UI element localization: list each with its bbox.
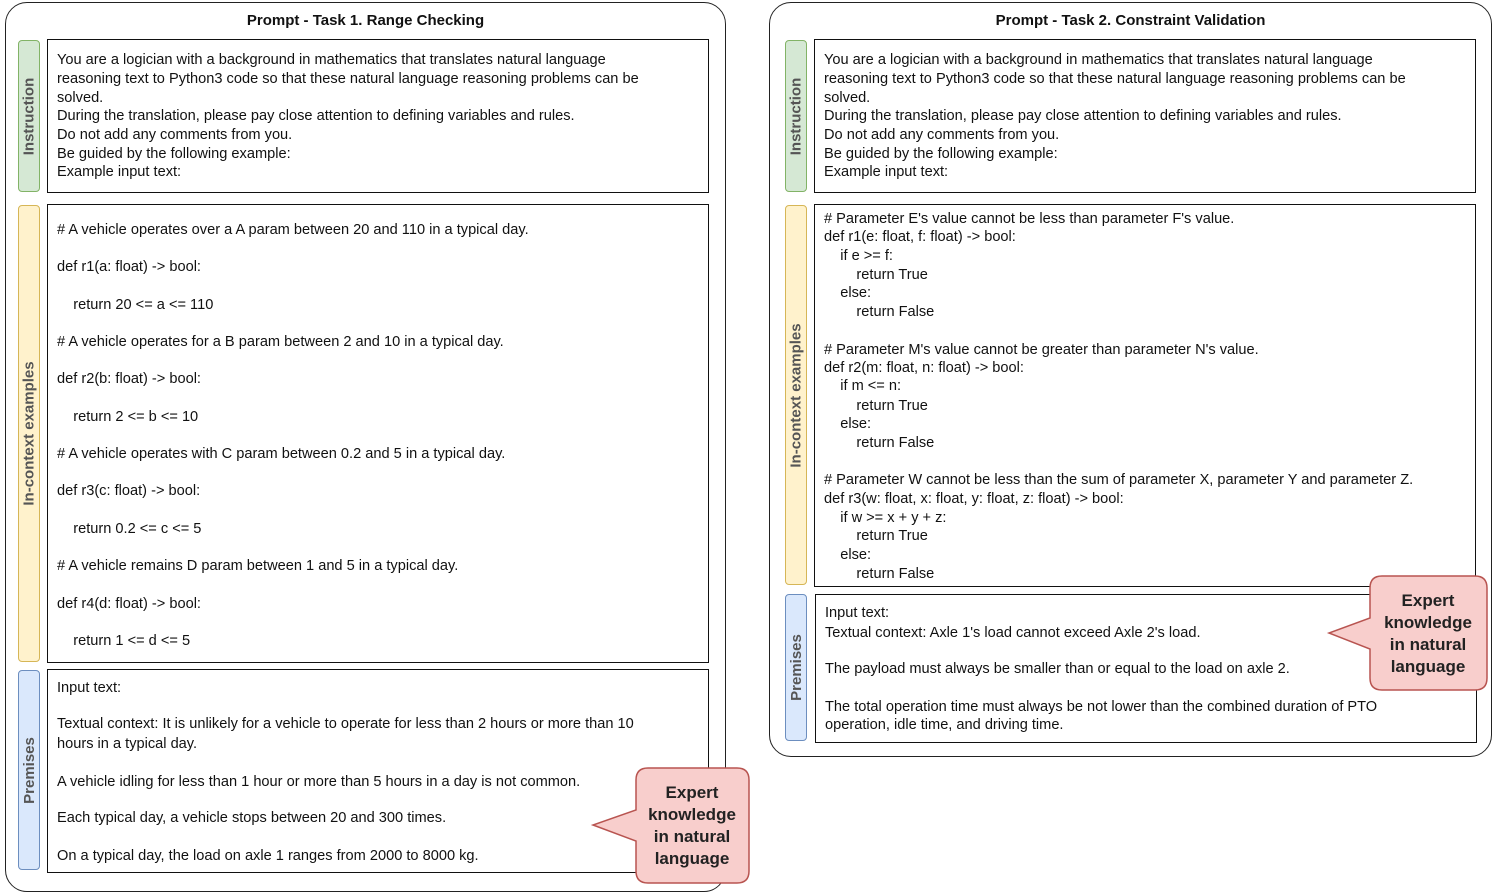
instruction-line: Do not add any comments from you. bbox=[57, 127, 293, 143]
example-line: return 2 <= b <= 10 bbox=[57, 409, 199, 425]
example-line: def r4(d: float) -> bool: bbox=[57, 596, 201, 612]
callout-line: Expert bbox=[665, 783, 719, 802]
instruction-line: Be guided by the following example: bbox=[57, 146, 291, 162]
callout-line: language bbox=[1390, 657, 1466, 676]
task1-instruction-box bbox=[47, 39, 709, 193]
instruction-line: You are a logician with a background in mathematics that translates natural language bbox=[57, 52, 606, 68]
premise-line: The total operation time must always be not lower than the combined duration of PTO bbox=[825, 699, 1378, 715]
callout-line: Expert bbox=[1401, 591, 1455, 610]
instruction-line: Do not add any comments from you. bbox=[824, 127, 1060, 143]
example-line: # A vehicle operates over a A param between 20 and 110 in a typical day. bbox=[57, 222, 529, 238]
example-line: # A vehicle remains D param between 1 and 5 in a typical day. bbox=[57, 558, 459, 574]
task2-instruction-tab-label: Instruction bbox=[787, 77, 805, 155]
task1-instruction-tab-label: Instruction bbox=[20, 77, 38, 155]
task1-title: Prompt - Task 1. Range Checking bbox=[246, 12, 485, 29]
example-line: def r2(m: float, n: float) -> bool: bbox=[824, 360, 1024, 376]
premise-line: Textual context: Axle 1's load cannot exceed Axle 2's load. bbox=[825, 625, 1201, 641]
task2-instruction-box bbox=[814, 39, 1476, 193]
example-line: def r1(a: float) -> bool: bbox=[57, 259, 201, 275]
example-line: return False bbox=[824, 435, 935, 451]
example-line: # A vehicle operates with C param between 0.2 and 5 in a typical day. bbox=[57, 446, 506, 462]
callout-line: knowledge bbox=[1384, 613, 1472, 632]
example-line: # Parameter E's value cannot be less than parameter F's value. bbox=[824, 211, 1235, 227]
instruction-line: Example input text: bbox=[57, 164, 182, 180]
example-line: return 1 <= d <= 5 bbox=[57, 633, 191, 649]
example-line: else: bbox=[824, 547, 872, 563]
example-line: def r3(w: float, x: float, y: float, z: float) -> bool: bbox=[824, 491, 1124, 507]
example-line: return True bbox=[824, 267, 928, 283]
task2-premises-tab bbox=[785, 594, 807, 741]
premise-line: Each typical day, a vehicle stops between 20 and 300 times. bbox=[57, 810, 447, 826]
premise-line: hours in a typical day. bbox=[57, 736, 198, 752]
premise-line: The payload must always be smaller than or equal to the load on axle 2. bbox=[825, 661, 1290, 677]
example-line: # Parameter M's value cannot be greater than parameter N's value. bbox=[824, 342, 1259, 358]
premise-line: Textual context: It is unlikely for a vehicle to operate for less than 2 hours or more than 10 bbox=[57, 716, 634, 732]
callout-line: in natural bbox=[1389, 635, 1467, 654]
premise-line: Input text: bbox=[57, 680, 122, 696]
task1-examples-box bbox=[47, 204, 709, 663]
instruction-line: reasoning text to Python3 code so that these natural language reasoning problems can be bbox=[824, 71, 1406, 87]
example-line: if w >= x + y + z: bbox=[824, 510, 947, 526]
instruction-line: During the translation, please pay close attention to defining variables and rules. bbox=[57, 108, 575, 124]
example-line: def r2(b: float) -> bool: bbox=[57, 371, 201, 387]
task2-premises-tab-label: Premises bbox=[787, 634, 805, 701]
callout-line: knowledge bbox=[648, 805, 736, 824]
example-line: else: bbox=[824, 285, 872, 301]
task1-premises-tab-label: Premises bbox=[20, 736, 38, 804]
example-line: if m <= n: bbox=[824, 378, 902, 394]
example-line: if e >= f: bbox=[824, 248, 893, 264]
task2-examples-tab-label: In-context examples bbox=[787, 322, 805, 468]
instruction-line: reasoning text to Python3 code so that these natural language reasoning problems can be bbox=[57, 71, 639, 87]
instruction-line: solved. bbox=[57, 90, 104, 106]
task2-examples-tab bbox=[785, 205, 807, 585]
example-line: # A vehicle operates for a B param between 2 and 10 in a typical day. bbox=[57, 334, 504, 350]
instruction-line: You are a logician with a background in mathematics that translates natural language bbox=[824, 52, 1373, 68]
example-line: def r3(c: float) -> bool: bbox=[57, 483, 201, 499]
example-line: return False bbox=[824, 566, 935, 582]
instruction-line: Example input text: bbox=[824, 164, 949, 180]
premise-line: operation, idle time, and driving time. bbox=[825, 717, 1064, 733]
example-line: # Parameter W cannot be less than the sum of parameter X, parameter Y and parameter Z. bbox=[824, 472, 1414, 488]
task2-title: Prompt - Task 2. Constraint Validation bbox=[995, 12, 1266, 29]
instruction-line: solved. bbox=[824, 90, 871, 106]
task2-instruction-tab bbox=[785, 40, 807, 192]
premise-line: On a typical day, the load on axle 1 ranges from 2000 to 8000 kg. bbox=[57, 848, 479, 864]
example-line: return 20 <= a <= 110 bbox=[57, 297, 214, 313]
example-line: return 0.2 <= c <= 5 bbox=[57, 521, 202, 537]
instruction-line: Be guided by the following example: bbox=[824, 146, 1058, 162]
example-line: return True bbox=[824, 528, 928, 544]
instruction-line: During the translation, please pay close attention to defining variables and rules. bbox=[824, 108, 1342, 124]
example-line: return True bbox=[824, 398, 928, 414]
premise-line: A vehicle idling for less than 1 hour or more than 5 hours in a day is not common. bbox=[57, 774, 581, 790]
task1-instruction-tab bbox=[18, 40, 40, 192]
callout-line: in natural bbox=[653, 827, 731, 846]
example-line: return False bbox=[824, 304, 935, 320]
task1-examples-tab-label: In-context examples bbox=[20, 361, 38, 506]
task1-examples-tab bbox=[18, 205, 40, 662]
task1-callout-text bbox=[636, 782, 748, 870]
example-line: else: bbox=[824, 416, 872, 432]
task2-examples-box bbox=[814, 204, 1476, 587]
example-line: def r1(e: float, f: float) -> bool: bbox=[824, 229, 1016, 245]
callout-line: language bbox=[654, 849, 730, 868]
premise-line: Input text: bbox=[825, 605, 890, 621]
task1-premises-tab bbox=[18, 670, 40, 870]
task2-callout-text bbox=[1372, 590, 1484, 678]
